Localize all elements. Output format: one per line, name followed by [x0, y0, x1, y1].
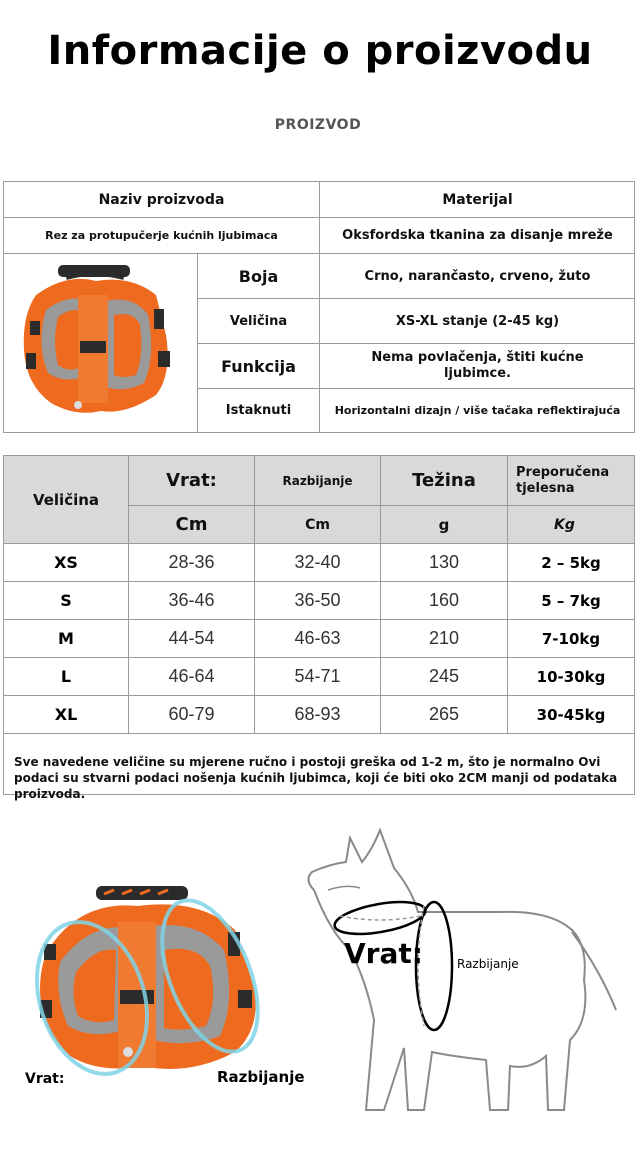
- table-row-recommended: 2 – 5kg: [508, 544, 634, 582]
- harness-neck-label: Vrat:: [25, 1071, 65, 1087]
- table-row-chest: 54-71: [255, 658, 381, 696]
- function-value: Nema povlačenja, štiti kućne ljubimce.: [320, 344, 635, 389]
- dog-outline-image: [300, 820, 630, 1130]
- measurement-note: Sve navedene veličine su mjerene ručno i postoji greška od 1-2 m, što je normalno Ovi podaci su stvarni podaci nošenja kućnih ljubimca, koji će biti oko 2CM manji od podataka proizvoda.: [14, 755, 618, 801]
- dog-chest-label: Razbijanje: [457, 957, 519, 971]
- product-image-cell: [4, 254, 198, 432]
- highlight-label: Istaknuti: [198, 389, 320, 432]
- table-row-recommended: 10-30kg: [508, 658, 634, 696]
- harness-chest-label: Razbijanje: [217, 1068, 305, 1086]
- table-row-size: XS: [4, 544, 129, 582]
- table-row-size: XL: [4, 696, 129, 734]
- harness-measure-image: [30, 880, 280, 1080]
- table-row-recommended: 7-10kg: [508, 620, 634, 658]
- table-row-neck: 36-46: [129, 582, 255, 620]
- size-label: Veličina: [198, 299, 320, 344]
- table-row-chest: 46-63: [255, 620, 381, 658]
- chest-header: Razbijanje: [255, 456, 381, 506]
- size-header: Veličina: [4, 456, 129, 544]
- recommended-header: Preporučena tjelesna: [508, 456, 634, 506]
- weight-unit: g: [381, 506, 508, 544]
- table-row-weight: 210: [381, 620, 508, 658]
- table-row-neck: 44-54: [129, 620, 255, 658]
- product-name-value: Rez za protupučerje kućnih ljubimaca: [4, 218, 320, 254]
- dog-neck-label: Vrat:: [344, 937, 423, 970]
- table-row-size: M: [4, 620, 129, 658]
- table-row-recommended: 30-45kg: [508, 696, 634, 734]
- weight-header: Težina: [381, 456, 508, 506]
- table-row-size: S: [4, 582, 129, 620]
- size-value: XS-XL stanje (2-45 kg): [320, 299, 635, 344]
- color-label: Boja: [198, 254, 320, 299]
- recommended-unit: Kg: [508, 506, 634, 544]
- table-row-neck: 60-79: [129, 696, 255, 734]
- table-row-weight: 245: [381, 658, 508, 696]
- name-header: Naziv proizvoda: [4, 182, 320, 218]
- product-info-table: [3, 181, 635, 433]
- dog-harness-image: [6, 255, 196, 431]
- table-row-weight: 160: [381, 582, 508, 620]
- table-row-chest: 68-93: [255, 696, 381, 734]
- table-row-neck: 46-64: [129, 658, 255, 696]
- function-label: Funkcija: [198, 344, 320, 389]
- neck-unit: Cm: [129, 506, 255, 544]
- table-row-recommended: 5 – 7kg: [508, 582, 634, 620]
- page-subtitle: PROIZVOD: [274, 117, 362, 133]
- page-title: Informacije o proizvodu: [47, 28, 593, 74]
- color-value: Crno, narančasto, crveno, žuto: [320, 254, 635, 299]
- table-row-chest: 36-50: [255, 582, 381, 620]
- neck-header: Vrat:: [129, 456, 255, 506]
- table-row-neck: 28-36: [129, 544, 255, 582]
- table-row-size: L: [4, 658, 129, 696]
- size-table: [3, 455, 635, 795]
- table-row-chest: 32-40: [255, 544, 381, 582]
- material-header: Materijal: [320, 182, 635, 218]
- table-row-weight: 265: [381, 696, 508, 734]
- material-value: Oksfordska tkanina za disanje mreže: [320, 218, 635, 254]
- highlight-value: Horizontalni dizajn / više tačaka reflektirajuća: [334, 404, 621, 417]
- table-row-weight: 130: [381, 544, 508, 582]
- chest-unit: Cm: [255, 506, 381, 544]
